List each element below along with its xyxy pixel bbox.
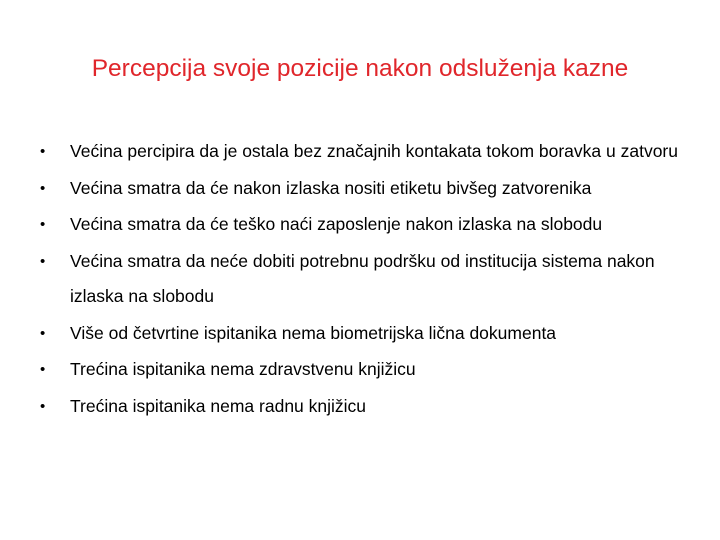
bullet-dot: •: [40, 397, 46, 415]
bullet-text: Više od četvrtine ispitanika nema biometrijska lična dokumenta: [70, 322, 557, 343]
bullet-item-4: [40, 244, 690, 315]
bullet-text: Većina smatra da neće dobiti potrebnu podršku od institucija sistema nakon izlaska na slobodu: [70, 250, 655, 306]
bullet-text: Većina smatra da će teško naći zaposlenje nakon izlaska na slobodu: [70, 214, 603, 234]
bullet-text: Trećina ispitanika nema radnu knjižicu: [70, 395, 367, 416]
bullet-item-7: [40, 389, 690, 425]
bullet-text: Većina percipira da je ostala bez značajnih kontakata tokom boravka u zatvoru: [70, 141, 678, 161]
bullet-item-6: [40, 352, 690, 388]
bullet-item-2: [40, 171, 690, 207]
slide-title: Percepcija svoje pozicije nakon odsluženja kazne: [91, 55, 629, 82]
bullet-dot: •: [40, 179, 46, 197]
bullet-list: [40, 134, 690, 425]
bullet-text: Trećina ispitanika nema zdravstvenu knjižicu: [70, 359, 416, 379]
bullet-item-3: [40, 207, 690, 243]
bullet-item-1: [40, 134, 690, 170]
bullet-dot: •: [40, 143, 46, 160]
bullet-dot: •: [40, 252, 46, 270]
bullet-dot: •: [40, 324, 46, 342]
bullet-dot: •: [40, 216, 46, 233]
bullet-item-5: [40, 316, 690, 352]
bullet-text: Većina smatra da će nakon izlaska nositi etiketu bivšeg zatvorenika: [70, 177, 592, 198]
bullet-dot: •: [40, 361, 46, 378]
